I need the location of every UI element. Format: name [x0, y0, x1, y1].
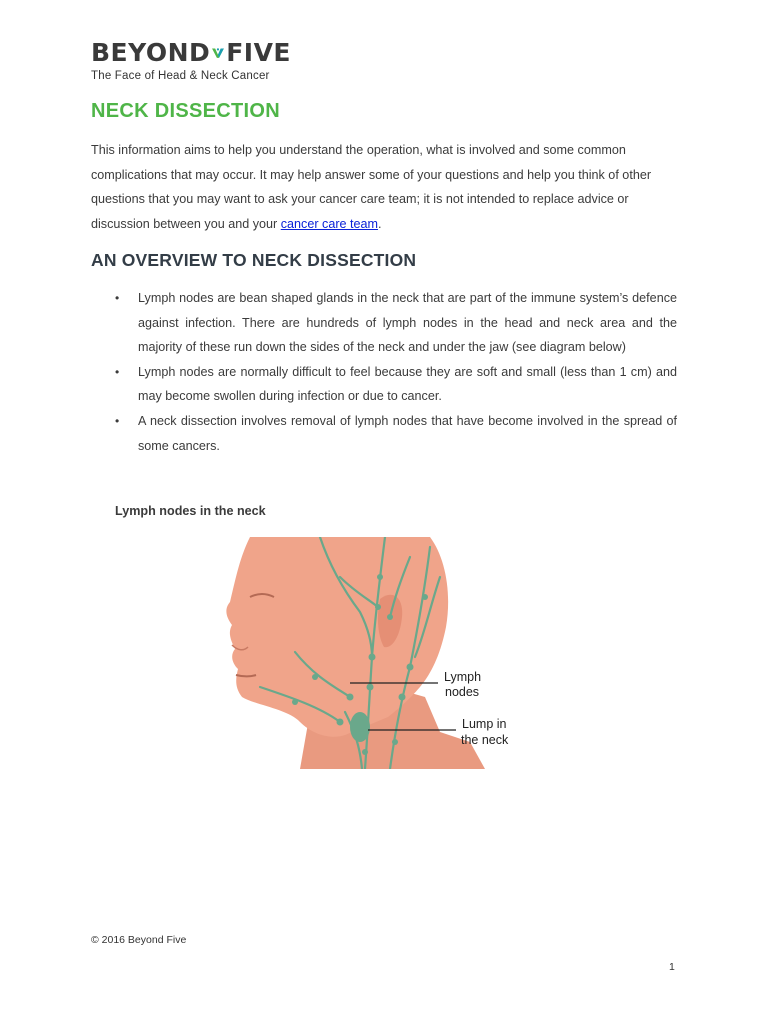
bullet-icon: •: [115, 413, 120, 428]
cancer-care-team-link[interactable]: cancer care team: [280, 216, 379, 231]
bullet-text: Lymph nodes are normally difficult to feel because they are soft and small (less than 1 cm) and may become swollen during infection or due to cancer.: [138, 364, 677, 404]
intro-after: .: [378, 216, 382, 231]
label-lump-line1: Lump in: [462, 717, 507, 731]
label-lymph-nodes-line2: nodes: [445, 685, 480, 699]
page-title: NECK DISSECTION: [91, 100, 280, 122]
logo-word-five: FIVE: [226, 38, 291, 67]
logo-v-icon: [211, 38, 225, 68]
intro-paragraph: [91, 138, 677, 236]
label-lump-line2: the neck: [461, 733, 509, 747]
lump-in-neck: [350, 712, 370, 742]
intro-text: This information aims to help you understand the operation, what is involved and some common complications that may occur. It may help answer some of your questions and help you think of other questions that you may want to ask your cancer care team; it is not intended to replace advice or discussion between you and your: [91, 143, 652, 231]
footer-copyright: © 2016 Beyond Five: [91, 934, 187, 946]
list-item: [115, 286, 677, 360]
bullet-text: A neck dissection involves removal of lymph nodes that have become involved in the spread of some cancers.: [138, 413, 677, 453]
page-number: 1: [669, 961, 675, 973]
overview-bullet-list: [115, 286, 677, 458]
list-item: [115, 409, 677, 458]
bullet-icon: •: [115, 364, 120, 379]
brand-logo: [91, 38, 291, 86]
lymph-nodes-diagram: [140, 537, 580, 769]
list-item: [115, 360, 677, 409]
label-lymph-nodes-line1: Lymph: [444, 670, 482, 684]
overview-heading: AN OVERVIEW TO NECK DISSECTION: [91, 250, 417, 270]
logo-tagline: The Face of Head & Neck Cancer: [91, 70, 270, 82]
logo-word-beyond: BEYOND: [91, 38, 211, 67]
bullet-text: Lymph nodes are bean shaped glands in the neck that are part of the immune system’s defence against infection. There are hundreds of lymph nodes in the head and neck area and the majority of these run down the sides of the neck and under the jaw (see diagram below): [138, 291, 677, 355]
bullet-icon: •: [115, 291, 120, 305]
figure-caption: Lymph nodes in the neck: [115, 504, 266, 518]
